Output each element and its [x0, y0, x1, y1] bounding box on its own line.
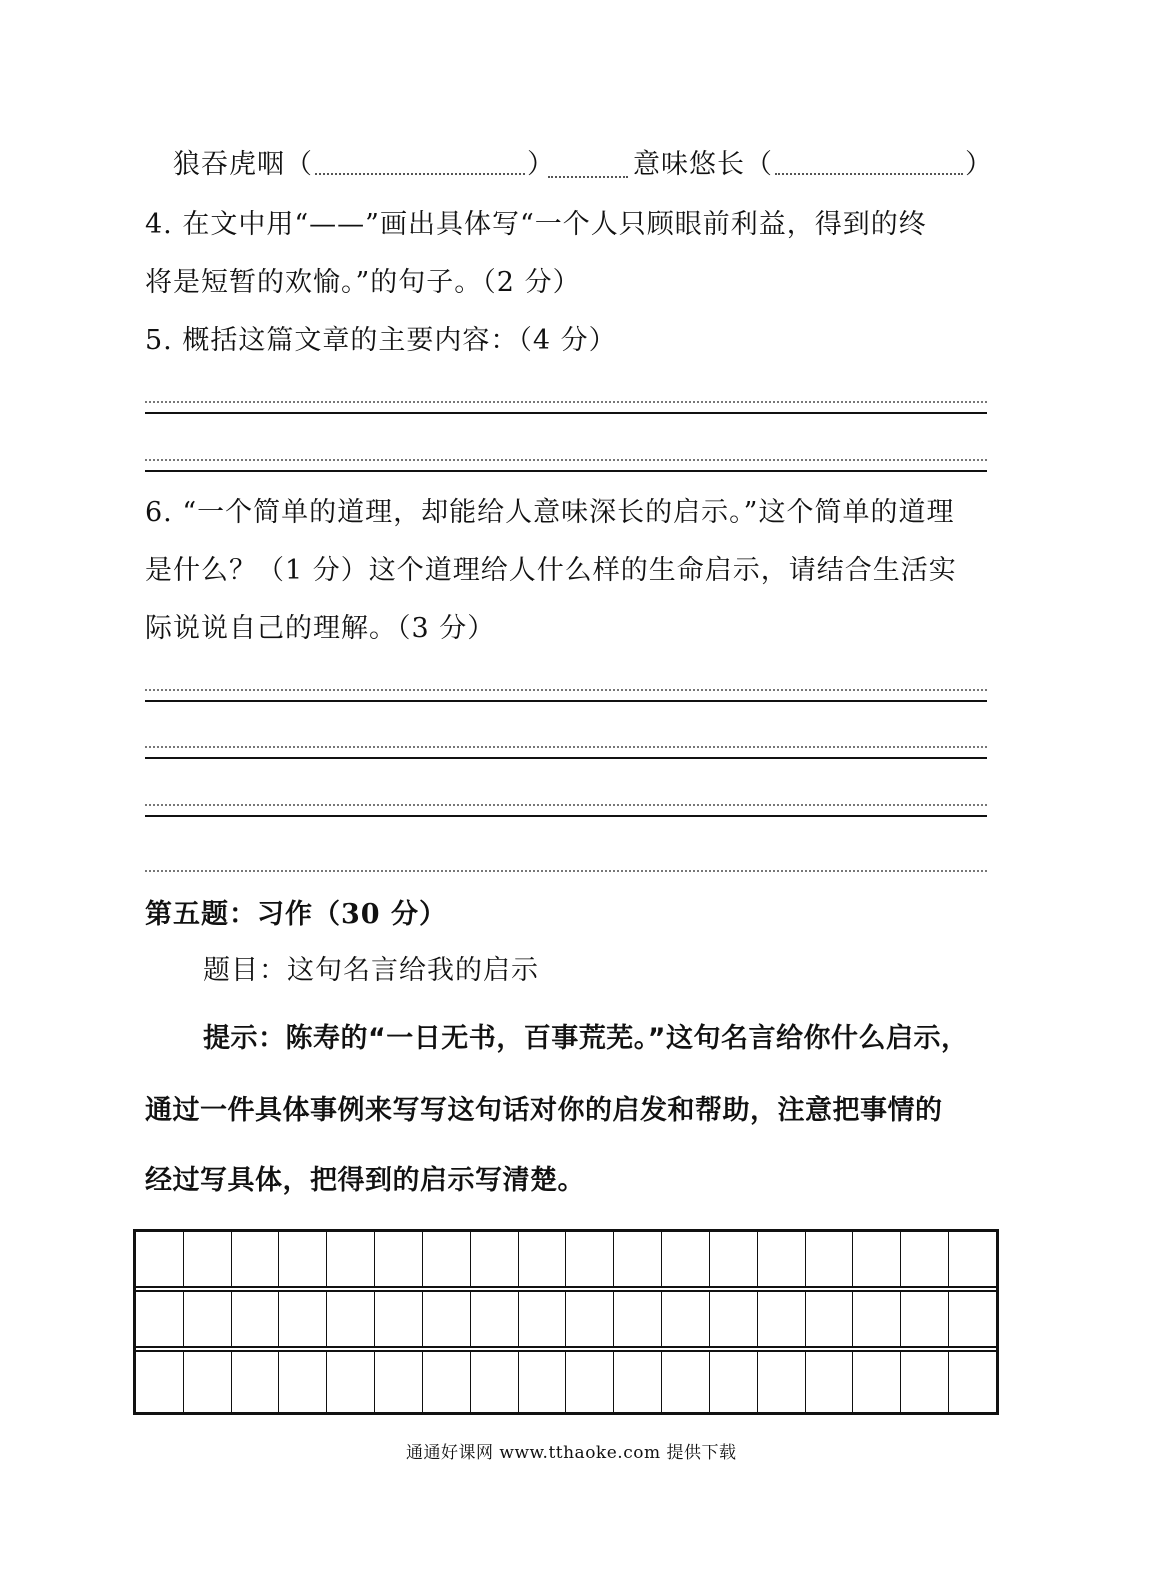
q3-word2-open-paren: （ — [745, 149, 773, 180]
grid-cell[interactable] — [136, 1292, 184, 1346]
grid-cell[interactable] — [519, 1352, 567, 1412]
q6-answer-line-3[interactable] — [145, 804, 987, 806]
q6-line-2: 是什么？（1 分）这个道理给人什么样的生命启示，请结合生活实 — [145, 555, 957, 586]
grid-cell[interactable] — [423, 1352, 471, 1412]
section5-hint-line-3: 经过写具体，把得到的启示写清楚。 — [145, 1165, 585, 1196]
grid-cell[interactable] — [184, 1232, 232, 1286]
grid-cell[interactable] — [566, 1352, 614, 1412]
grid-cell[interactable] — [327, 1232, 375, 1286]
q3-word1-close-paren: ） — [527, 149, 555, 180]
grid-cell[interactable] — [614, 1232, 662, 1286]
grid-cell[interactable] — [710, 1292, 758, 1346]
q3-word2: 意味悠长 — [633, 149, 745, 180]
q3-word1-answer-blank[interactable] — [315, 167, 525, 175]
grid-cell[interactable] — [901, 1232, 949, 1286]
q3-word2-close-paren: ） — [965, 149, 993, 180]
q5-answer-line-1[interactable] — [145, 401, 987, 403]
grid-cell[interactable] — [662, 1232, 710, 1286]
section5-heading: 第五题：习作（30 分） — [145, 899, 447, 930]
q6-line-3: 际说说自己的理解。（3 分） — [145, 613, 496, 644]
grid-cell[interactable] — [136, 1352, 184, 1412]
q5-answer-line-2[interactable] — [145, 459, 987, 461]
grid-cell[interactable] — [279, 1352, 327, 1412]
q6-answer-line-1[interactable] — [145, 689, 987, 691]
q6-answer-line-4[interactable] — [145, 870, 987, 872]
grid-cell[interactable] — [949, 1292, 996, 1346]
q3-word2-answer-blank[interactable] — [775, 167, 963, 175]
q3-word1: 狼吞虎咽 — [173, 149, 285, 180]
grid-cell[interactable] — [949, 1352, 996, 1412]
grid-cell[interactable] — [519, 1232, 567, 1286]
section5-hint-line-2: 通过一件具体事例来写写这句话对你的启发和帮助，注意把事情的 — [145, 1095, 943, 1126]
grid-cell[interactable] — [279, 1292, 327, 1346]
q3-separator-dots — [548, 176, 628, 178]
grid-cell[interactable] — [806, 1292, 854, 1346]
grid-cell[interactable] — [471, 1352, 519, 1412]
grid-cell[interactable] — [566, 1232, 614, 1286]
grid-cell[interactable] — [758, 1232, 806, 1286]
grid-cell[interactable] — [471, 1232, 519, 1286]
grid-cell[interactable] — [471, 1292, 519, 1346]
grid-cell[interactable] — [758, 1352, 806, 1412]
grid-cell[interactable] — [566, 1292, 614, 1346]
q3-word1-open-paren: （ — [285, 149, 313, 180]
q3-fill-in-row — [173, 147, 555, 183]
grid-cell[interactable] — [136, 1232, 184, 1286]
grid-cell[interactable] — [806, 1352, 854, 1412]
grid-cell[interactable] — [662, 1352, 710, 1412]
grid-row-1 — [136, 1232, 996, 1286]
composition-grid[interactable] — [133, 1229, 999, 1415]
q4-line-2: 将是短暂的欢愉。”的句子。（2 分） — [145, 267, 581, 298]
grid-cell[interactable] — [519, 1292, 567, 1346]
page-footer: 通通好课网 www.tthaoke.com 提供下载 — [406, 1443, 737, 1463]
grid-cell[interactable] — [327, 1292, 375, 1346]
grid-cell[interactable] — [853, 1232, 901, 1286]
grid-cell[interactable] — [375, 1292, 423, 1346]
grid-cell[interactable] — [232, 1292, 280, 1346]
grid-cell[interactable] — [901, 1352, 949, 1412]
section5-topic: 题目：这句名言给我的启示 — [203, 955, 539, 986]
grid-cell[interactable] — [949, 1232, 996, 1286]
grid-cell[interactable] — [662, 1292, 710, 1346]
grid-cell[interactable] — [710, 1232, 758, 1286]
grid-cell[interactable] — [232, 1352, 280, 1412]
grid-cell[interactable] — [279, 1232, 327, 1286]
grid-cell[interactable] — [184, 1292, 232, 1346]
grid-cell[interactable] — [806, 1232, 854, 1286]
grid-cell[interactable] — [710, 1352, 758, 1412]
q6-line-1: 6. “一个简单的道理，却能给人意味深长的启示。”这个简单的道理 — [145, 497, 955, 528]
grid-cell[interactable] — [184, 1352, 232, 1412]
grid-row-3 — [136, 1352, 996, 1412]
grid-cell[interactable] — [853, 1292, 901, 1346]
grid-cell[interactable] — [901, 1292, 949, 1346]
grid-cell[interactable] — [853, 1352, 901, 1412]
grid-row-2 — [136, 1292, 996, 1346]
q3-fill-in-row-2 — [633, 147, 993, 183]
grid-cell[interactable] — [423, 1292, 471, 1346]
grid-cell[interactable] — [375, 1232, 423, 1286]
grid-cell[interactable] — [327, 1352, 375, 1412]
q6-answer-line-2[interactable] — [145, 746, 987, 748]
q5-line-1: 5. 概括这篇文章的主要内容：（4 分） — [145, 325, 617, 356]
grid-cell[interactable] — [614, 1292, 662, 1346]
section5-hint-line-1: 提示：陈寿的“一日无书，百事荒芜。”这句名言给你什么启示， — [203, 1023, 969, 1054]
q4-line-1: 4. 在文中用“——”画出具体写“一个人只顾眼前利益，得到的终 — [145, 209, 927, 240]
grid-cell[interactable] — [614, 1352, 662, 1412]
grid-cell[interactable] — [758, 1292, 806, 1346]
grid-cell[interactable] — [232, 1232, 280, 1286]
grid-cell[interactable] — [423, 1232, 471, 1286]
grid-cell[interactable] — [375, 1352, 423, 1412]
